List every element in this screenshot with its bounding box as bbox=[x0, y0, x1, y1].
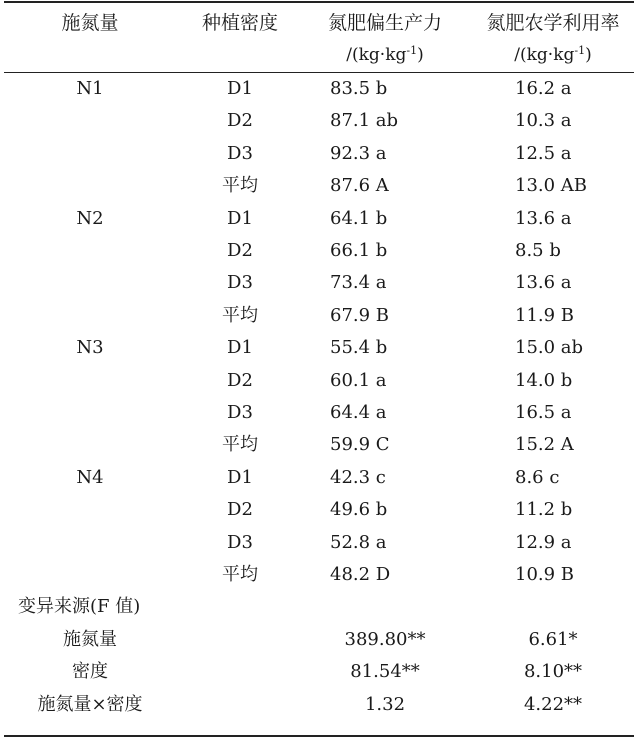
pfp-cell: 59.9 C bbox=[330, 434, 390, 456]
header-partial-factor-productivity: 氮肥偏生产力 bbox=[327, 12, 442, 34]
density-cell: D3 bbox=[227, 402, 253, 423]
f-value-ae: 6.61* bbox=[528, 628, 578, 650]
nitrogen-level-label: N3 bbox=[76, 337, 104, 359]
pfp-cell: 55.4 b bbox=[330, 337, 388, 359]
ae-cell: 8.6 c bbox=[515, 466, 560, 488]
density-cell: 平均 bbox=[222, 175, 258, 197]
f-value-pfp: 389.80** bbox=[344, 628, 426, 650]
pfp-cell: 64.1 b bbox=[330, 207, 388, 229]
f-value-ae: 8.10** bbox=[523, 661, 583, 683]
pfp-cell: 52.8 a bbox=[330, 531, 387, 553]
pfp-cell: 60.1 a bbox=[330, 369, 387, 391]
ae-cell: 15.0 ab bbox=[515, 337, 584, 359]
pfp-cell: 73.4 a bbox=[330, 272, 387, 294]
ae-cell: 11.9 B bbox=[515, 304, 575, 326]
ae-cell: 10.3 a bbox=[515, 110, 572, 132]
ae-cell: 16.2 a bbox=[515, 78, 572, 99]
variance-source-label: 施氮量×密度 bbox=[37, 693, 143, 715]
density-cell: D1 bbox=[227, 78, 253, 99]
variance-source-label: 施氮量 bbox=[63, 628, 117, 650]
top-rule bbox=[4, 1, 634, 3]
unit-ae: $/(kg\cdot kg^{-1})$ bbox=[514, 44, 592, 65]
ae-cell: 13.6 a bbox=[515, 207, 572, 229]
pfp-cell: 64.4 a bbox=[330, 402, 387, 423]
header-planting-density: 种植密度 bbox=[201, 12, 278, 34]
ae-cell: 10.9 B bbox=[515, 564, 575, 585]
density-cell: D3 bbox=[227, 531, 253, 553]
variance-section-title: 变异来源(F 值) bbox=[18, 596, 141, 618]
f-value-ae: 4.22** bbox=[523, 693, 583, 715]
pfp-cell: 87.1 ab bbox=[330, 110, 399, 132]
density-cell: 平均 bbox=[222, 564, 258, 585]
pfp-cell: 48.2 D bbox=[330, 564, 391, 585]
pfp-cell: 92.3 a bbox=[330, 142, 387, 164]
ae-cell: 12.5 a bbox=[515, 142, 572, 164]
density-cell: 平均 bbox=[222, 304, 258, 326]
density-cell: D3 bbox=[227, 142, 253, 164]
ae-cell: 16.5 a bbox=[515, 402, 572, 423]
bottom-rule bbox=[4, 735, 634, 737]
ae-cell: 13.6 a bbox=[515, 272, 572, 294]
density-cell: D2 bbox=[227, 240, 253, 261]
pfp-cell: 49.6 b bbox=[330, 499, 388, 521]
ae-cell: 14.0 b bbox=[515, 369, 573, 391]
density-cell: D2 bbox=[227, 110, 253, 132]
ae-cell: 8.5 b bbox=[515, 240, 561, 261]
density-cell: 平均 bbox=[222, 434, 258, 456]
nitrogen-level-label: N4 bbox=[76, 466, 104, 488]
nitrogen-level-label: N1 bbox=[76, 78, 104, 99]
header-nitrogen-rate: 施氮量 bbox=[61, 12, 119, 34]
pfp-cell: 67.9 B bbox=[330, 304, 390, 326]
ae-cell: 15.2 A bbox=[515, 434, 574, 456]
density-cell: D1 bbox=[227, 466, 253, 488]
ae-cell: 12.9 a bbox=[515, 531, 572, 553]
pfp-cell: 87.6 A bbox=[330, 175, 389, 197]
header-rule bbox=[4, 72, 634, 73]
pfp-cell: 83.5 b bbox=[330, 78, 388, 99]
pfp-cell: 42.3 c bbox=[330, 466, 386, 488]
ae-cell: 13.0 AB bbox=[515, 175, 588, 197]
density-cell: D2 bbox=[227, 499, 253, 521]
ae-cell: 11.2 b bbox=[515, 499, 573, 521]
f-value-pfp: 81.54** bbox=[350, 661, 420, 683]
density-cell: D1 bbox=[227, 337, 253, 359]
density-cell: D2 bbox=[227, 369, 253, 391]
pfp-cell: 66.1 b bbox=[330, 240, 388, 261]
unit-pfp: $/(kg\cdot kg^{-1})$ bbox=[346, 44, 424, 65]
header-agronomic-efficiency: 氮肥农学利用率 bbox=[486, 12, 620, 34]
density-cell: D3 bbox=[227, 272, 253, 294]
density-cell: D1 bbox=[227, 207, 253, 229]
f-value-pfp: 1.32 bbox=[364, 693, 406, 715]
nitrogen-level-label: N2 bbox=[76, 207, 104, 229]
variance-source-label: 密度 bbox=[72, 661, 108, 683]
